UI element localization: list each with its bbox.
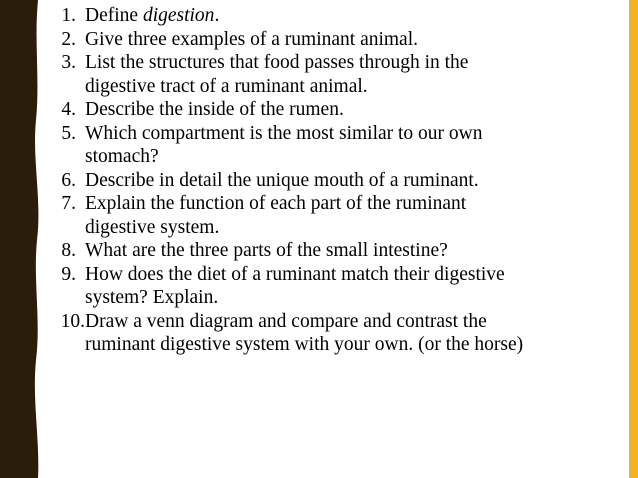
question-line: stomach? (85, 146, 159, 167)
question-line: How does the diet of a ruminant match their digestive (85, 263, 505, 285)
question-text (85, 51, 605, 98)
question-text (85, 169, 605, 193)
question-line: ruminant digestive system with your own. (or the horse) (85, 334, 524, 355)
question-line: What are the three parts of the small intestine? (85, 240, 448, 261)
question-number: 8. (61, 240, 76, 261)
question-text (85, 4, 605, 28)
question-number: 1. (61, 5, 76, 26)
question-text-part: . (214, 5, 220, 26)
question-line: Describe the inside of the rumen. (85, 99, 344, 120)
question-text (85, 310, 605, 357)
question-item (45, 192, 605, 239)
question-number: 2. (61, 28, 76, 50)
question-text-part: Define (85, 5, 143, 26)
right-accent-bar (629, 0, 638, 478)
question-text (85, 192, 605, 239)
question-text (85, 122, 605, 169)
question-line: digestive tract of a ruminant animal. (85, 75, 368, 97)
question-item (45, 51, 605, 98)
question-line: Describe in detail the unique mouth of a ruminant. (85, 169, 479, 191)
question-item (45, 98, 605, 122)
question-text (85, 28, 605, 52)
question-line: Draw a venn diagram and compare and contrast the (85, 310, 487, 332)
question-number: 6. (61, 169, 76, 191)
question-item (45, 239, 605, 263)
question-line: List the structures that food passes through in the (85, 52, 469, 73)
term-digestion: digestion (142, 5, 215, 26)
question-line: digestive system. (85, 216, 220, 238)
question-text (85, 239, 605, 263)
question-item (45, 310, 605, 357)
question-number: 4. (61, 99, 76, 120)
question-item (45, 169, 605, 193)
question-list (45, 4, 605, 357)
question-number: 5. (61, 122, 76, 144)
question-number: 3. (61, 52, 76, 73)
question-item (45, 4, 605, 28)
question-line: system? Explain. (85, 287, 219, 308)
question-item (45, 122, 605, 169)
question-number: 7. (61, 193, 76, 214)
question-item (45, 28, 605, 52)
question-number: 10. (60, 310, 85, 332)
question-line: Explain the function of each part of the ruminant (85, 193, 467, 214)
question-number: 9. (61, 263, 76, 285)
question-item (45, 263, 605, 310)
left-decorative-band (0, 0, 48, 478)
question-line: Give three examples of a ruminant animal. (85, 28, 419, 50)
question-line: Which compartment is the most similar to our own (85, 122, 483, 144)
question-text (85, 263, 605, 310)
question-text (85, 98, 605, 122)
